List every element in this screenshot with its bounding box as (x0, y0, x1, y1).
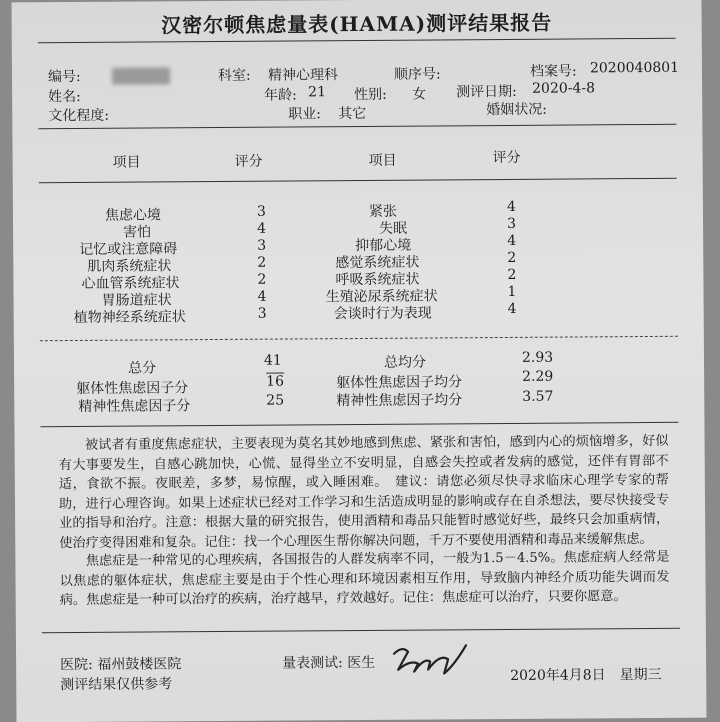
right-item: 失眠 (379, 220, 408, 237)
left-item: 胃肠道症状 (101, 292, 172, 309)
date-label: 测评日期: (456, 83, 517, 101)
age-label: 年龄: (264, 87, 297, 104)
title-rule (38, 38, 676, 43)
disclaimer-note: 测评结果仅供参考 (60, 676, 173, 694)
job-value: 其它 (338, 105, 367, 123)
marital-label: 婚姻状况: (486, 101, 548, 119)
somatic-avg-value: 2.29 (522, 368, 554, 385)
mental-avg-value: 3.57 (522, 388, 554, 405)
right-score: 2 (507, 249, 517, 266)
right-item: 呼吸系统症状 (335, 271, 420, 289)
left-item: 害怕 (123, 224, 152, 241)
redacted-id (112, 67, 170, 84)
report-title: 汉密尔顿焦虑量表(HAMA)测评结果报告 (161, 10, 553, 38)
right-item: 紧张 (368, 203, 398, 220)
info-rule (38, 124, 676, 129)
header-rule (39, 178, 677, 183)
hospital-name: 医院: 福州鼓楼医院 (60, 656, 182, 674)
right-score: 1 (507, 283, 517, 300)
left-item: 记忆或注意障碍 (79, 241, 178, 258)
info-paragraph: 焦虑症是一种常见的心理疾病，各国报告的人群发病率不同，一般为1.5－4.5%。焦虑症病人经常是以焦虑的躯体症状，焦虑症主要是由于个性心理和环境因素相互作用，导致脑内神经介质功能失调而发病。焦虑症是一种可以治疗的疾病，治疗越早，疗效越好。记住：焦虑症可以治疗，只要你愿意。 (59, 549, 670, 609)
right-score: 4 (506, 198, 516, 215)
seq-label: 顺序号: (393, 66, 441, 83)
header-score-right: 评分 (492, 149, 521, 167)
left-score: 3 (257, 305, 267, 322)
name-label: 姓名: (48, 88, 81, 106)
right-score: 2 (507, 266, 517, 283)
right-item: 感觉系统症状 (335, 254, 420, 272)
left-score: 4 (257, 288, 267, 305)
somatic-label: 躯体性焦虑因子分 (76, 380, 189, 397)
dept-value: 精神心理科 (267, 67, 339, 84)
tester-label: 量表测试: 医生 (282, 654, 376, 672)
report-paper (11, 0, 706, 722)
doctor-signature (388, 639, 470, 680)
left-item: 肌肉系统症状 (87, 258, 172, 275)
sex-label: 性别: (354, 86, 387, 104)
somatic-value: 16 (266, 373, 285, 390)
left-item: 植物神经系统症状 (73, 309, 186, 326)
mental-avg-label: 精神性焦虑因子均分 (336, 392, 463, 410)
age-value: 21 (308, 84, 327, 101)
edu-label: 文化程度: (48, 107, 110, 125)
file-label: 档案号: (529, 63, 577, 80)
file-value: 2020040801 (589, 59, 680, 77)
footer-rule (42, 628, 680, 633)
mental-value: 25 (266, 392, 285, 409)
header-score-left: 评分 (234, 153, 263, 170)
right-score: 3 (506, 215, 517, 232)
right-score: 4 (507, 232, 517, 249)
avg-label: 总均分 (383, 354, 427, 371)
header-item-left: 项目 (112, 154, 141, 171)
right-item: 生殖泌尿系统症状 (325, 288, 438, 306)
assessment-paragraph: 被试者有重度焦虑症状，主要表现为莫名其妙地感到焦虑、紧张和害怕，感到内心的烦恼增多，好似有大事要发生，自感心跳加快，心慌、显得坐立不安明显，自感会失控或者发病的感觉，还伴有胃部不适，食欲不振。夜眠差，多梦，易惊醒，或入睡困难。 建议：请您必须尽快寻求临床心理学专家的帮助，进行心理咨询。如果上述症状已经对工作学习和生活造成明显的影响或存在自杀想法，要尽快接受专业的指导和治疗。注意：根据大量的研究报告，使用酒精和毒品只能暂时感觉好些，最终只会加重病情，使治疗变得困难和复杂。记住：找一个心理医生帮你解决问题，千万不要使用酒精和毒品来缓解焦虑。 (58, 433, 670, 552)
left-score: 2 (257, 271, 267, 288)
left-item: 心血管系统症状 (81, 275, 180, 292)
header-item-right: 项目 (368, 152, 397, 169)
summary-rule (40, 422, 678, 427)
id-label: 编号: (47, 68, 81, 86)
total-value: 41 (263, 352, 282, 369)
sex-value: 女 (412, 86, 427, 103)
somatic-avg-label: 躯体性焦虑因子均分 (336, 374, 463, 392)
total-label: 总分 (127, 360, 157, 377)
left-item: 焦虑心境 (104, 207, 162, 224)
mental-label: 精神性焦虑因子分 (78, 398, 191, 415)
report-date: 2020年4月8日 星期三 (510, 666, 662, 684)
left-score: 2 (257, 254, 267, 271)
left-score: 4 (257, 220, 267, 237)
right-item: 抑郁心境 (355, 237, 412, 255)
right-score: 4 (507, 300, 517, 317)
date-value: 2020-4-8 (532, 80, 596, 97)
left-score: 3 (256, 203, 266, 220)
avg-value: 2.93 (521, 349, 554, 366)
summary-divider (40, 336, 678, 341)
left-score: 3 (257, 237, 267, 254)
job-label: 职业: (288, 106, 322, 123)
dept-label: 科室: (217, 67, 251, 84)
right-item: 会谈时行为表现 (333, 305, 432, 323)
